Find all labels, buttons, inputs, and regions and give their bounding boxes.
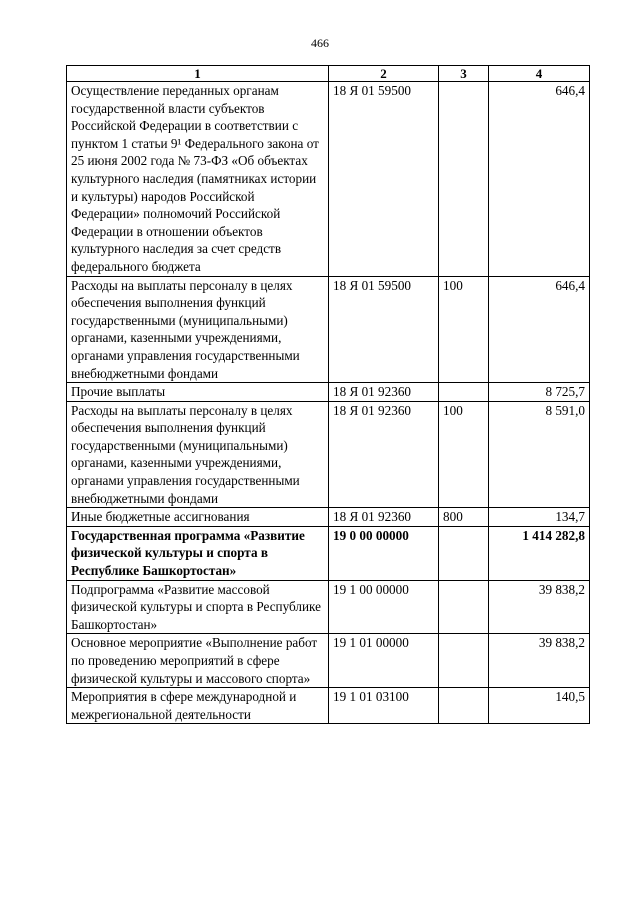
header-col-1: 1 [67, 66, 329, 82]
row-code: 18 Я 01 59500 [329, 276, 439, 383]
row-name: Основное мероприятие «Выполнение работ по проведению мероприятий в сфере физической культуры и массового спорта» [67, 634, 329, 688]
row-kind [439, 82, 489, 277]
row-name: Государственная программа «Развитие физической культуры и спорта в Республике Башкортостан» [67, 526, 329, 580]
table-row [67, 401, 590, 508]
header-col-3: 3 [439, 66, 489, 82]
row-kind [439, 634, 489, 688]
budget-table [66, 65, 590, 724]
row-amount: 8 725,7 [489, 383, 590, 402]
row-kind: 800 [439, 508, 489, 527]
table-header-row [67, 66, 590, 82]
row-code: 18 Я 01 92360 [329, 383, 439, 402]
row-amount: 140,5 [489, 688, 590, 724]
row-code: 18 Я 01 92360 [329, 508, 439, 527]
row-code: 19 0 00 00000 [329, 526, 439, 580]
row-kind [439, 580, 489, 634]
table-row [67, 634, 590, 688]
row-amount: 134,7 [489, 508, 590, 527]
row-name: Расходы на выплаты персоналу в целях обеспечения выполнения функций государственными (муниципальными) органами, казенными учреждениями, органами управления государственными внебюджетными фондами [67, 276, 329, 383]
row-name: Осуществление переданных органам государственной власти субъектов Российской Федерации в соответствии с пунктом 1 статьи 9¹ Федерального закона от 25 июня 2002 года № 73-ФЗ «Об объектах культурного наследия (памятниках истории и культуры) народов Российской Федерации» полномочий Российской Федерации в отношении объектов культурного наследия за счет средств федерального бюджета [67, 82, 329, 277]
row-amount: 39 838,2 [489, 634, 590, 688]
row-code: 18 Я 01 59500 [329, 82, 439, 277]
row-amount: 1 414 282,8 [489, 526, 590, 580]
row-amount: 646,4 [489, 276, 590, 383]
header-col-2: 2 [329, 66, 439, 82]
table-row [67, 276, 590, 383]
row-amount: 646,4 [489, 82, 590, 277]
row-name: Расходы на выплаты персоналу в целях обеспечения выполнения функций государственными (муниципальными) органами, казенными учреждениями, органами управления государственными внебюджетными фондами [67, 401, 329, 508]
row-kind [439, 526, 489, 580]
table-row [67, 383, 590, 402]
row-amount: 39 838,2 [489, 580, 590, 634]
row-code: 18 Я 01 92360 [329, 401, 439, 508]
row-kind: 100 [439, 276, 489, 383]
table-row [67, 580, 590, 634]
row-kind [439, 688, 489, 724]
row-kind: 100 [439, 401, 489, 508]
table-row [67, 688, 590, 724]
row-code: 19 1 01 00000 [329, 634, 439, 688]
row-code: 19 1 00 00000 [329, 580, 439, 634]
table-row-program [67, 526, 590, 580]
row-code: 19 1 01 03100 [329, 688, 439, 724]
header-col-4: 4 [489, 66, 590, 82]
page-number: 466 [311, 36, 329, 50]
row-name: Мероприятия в сфере международной и межрегиональной деятельности [67, 688, 329, 724]
row-name: Подпрограмма «Развитие массовой физической культуры и спорта в Республике Башкортостан» [67, 580, 329, 634]
row-kind [439, 383, 489, 402]
table-row [67, 82, 590, 277]
table-row [67, 508, 590, 527]
row-name: Иные бюджетные ассигнования [67, 508, 329, 527]
row-name: Прочие выплаты [67, 383, 329, 402]
row-amount: 8 591,0 [489, 401, 590, 508]
